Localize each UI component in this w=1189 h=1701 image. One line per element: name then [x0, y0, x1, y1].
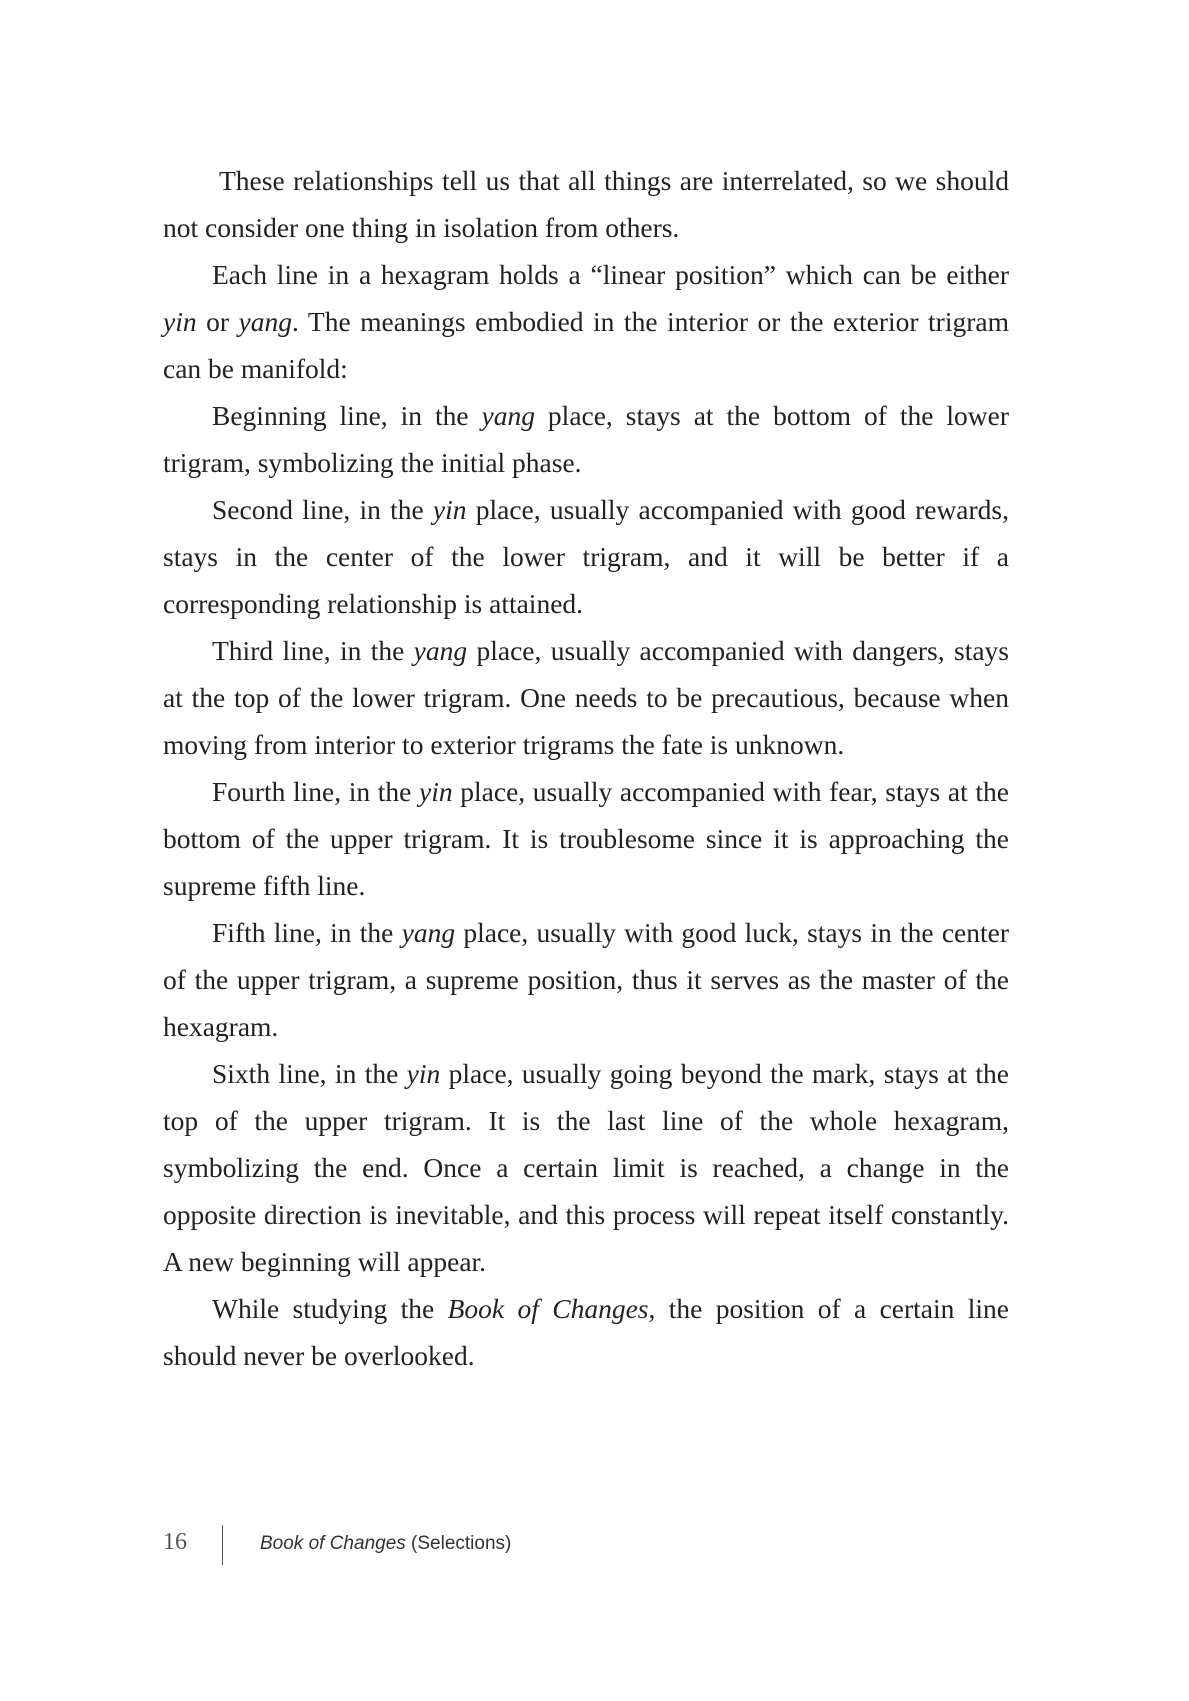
text-run: Third line, in the	[212, 635, 414, 666]
paragraph	[163, 157, 1009, 251]
paragraph	[163, 1050, 1009, 1285]
italic-term: yang	[481, 400, 535, 431]
text-run: place, stays at the bottom of the lower trigram, symbolizing the initial phase.	[163, 400, 1009, 478]
paragraph	[163, 486, 1009, 627]
body-text	[163, 157, 1009, 1379]
paragraph	[163, 251, 1009, 392]
text-run: , the position of a certain line should never be overlooked.	[163, 1293, 1009, 1371]
paragraph	[163, 392, 1009, 486]
text-run: Beginning line, in the	[212, 400, 482, 431]
text-run: Fourth line, in the	[212, 776, 420, 807]
paragraph	[163, 768, 1009, 909]
italic-term: Book of Changes	[447, 1293, 649, 1324]
paragraph	[163, 627, 1009, 768]
italic-term: yin	[432, 494, 467, 525]
text-run: While studying the	[212, 1293, 448, 1324]
running-title-suffix: (Selections)	[405, 1533, 512, 1554]
text-run: place, usually going beyond the mark, stays at the top of the upper trigram. It is the last line of the whole hexagram, symbolizing the end. Once a certain limit is reached, a change in the opposite direction is inevitable, and this process will repeat itself constantly. A new beginning will appear.	[163, 1058, 1009, 1277]
italic-term: yang	[238, 306, 293, 337]
text-run: place, usually accompanied with dangers, stays at the top of the lower trigram. One needs to be precautious, because when moving from interior to exterior trigrams the fate is unknown.	[163, 635, 1010, 760]
running-title-book: Book of Changes	[260, 1533, 406, 1554]
text-run: or	[196, 306, 239, 337]
text-run: place, usually accompanied with fear, stays at the bottom of the upper trigram. It is troublesome since it is approaching the supreme fifth line.	[163, 776, 1009, 901]
text-run: Fifth line, in the	[212, 917, 402, 948]
paragraph	[163, 1285, 1009, 1379]
text-run: . The meanings embodied in the interior or the exterior trigram can be manifold:	[163, 306, 1009, 384]
italic-term: yin	[419, 776, 453, 807]
text-run: place, usually accompanied with good rewards, stays in the center of the lower trigram, and it will be better if a corresponding relationship is attained.	[163, 494, 1010, 619]
italic-term: yin	[406, 1058, 441, 1089]
text-run: Sixth line, in the	[212, 1058, 407, 1089]
footer-divider	[222, 1525, 223, 1565]
text-run: These relationships tell us that all things are interrelated, so we should not consider one thing in isolation from others.	[163, 165, 1009, 243]
paragraph	[163, 909, 1009, 1050]
italic-term: yang	[401, 917, 456, 948]
page-number: 16	[163, 1529, 187, 1555]
page-footer	[163, 1525, 863, 1565]
italic-term: yin	[163, 306, 197, 337]
running-title	[260, 1533, 511, 1555]
text-run: Each line in a hexagram holds a “linear position” which can be either	[212, 259, 1009, 290]
text-run: Second line, in the	[212, 494, 433, 525]
text-run: place, usually with good luck, stays in the center of the upper trigram, a supreme position, thus it serves as the master of the hexagram.	[163, 917, 1009, 1042]
italic-term: yang	[413, 635, 468, 666]
